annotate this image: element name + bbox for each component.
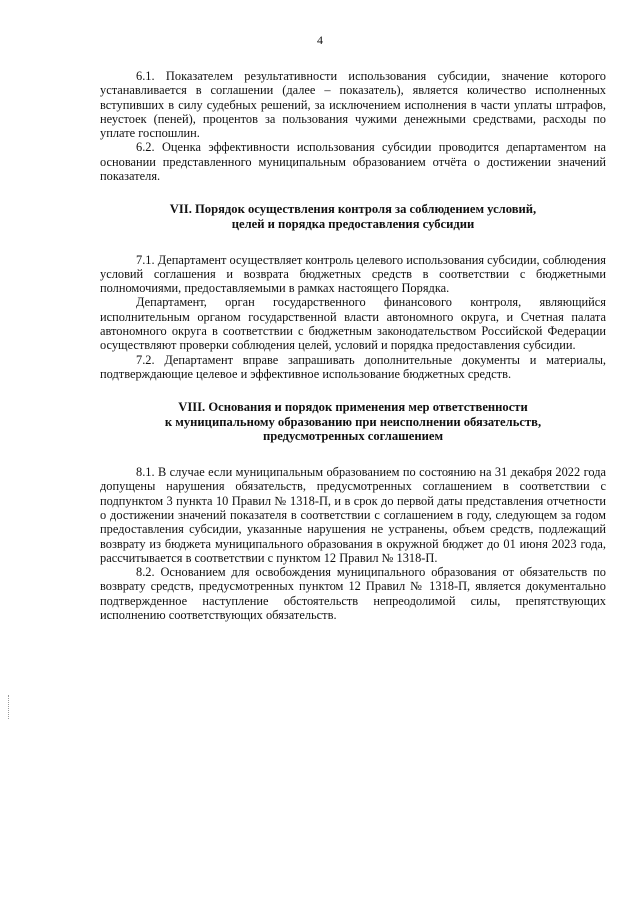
section-8-heading-line-1: VIII. Основания и порядок применения мер ответственности — [178, 400, 528, 415]
paragraph-7-1: 7.1. Департамент осуществляет контроль целевого использования субсидии, соблюдения условий соглашения и возврата бюджетных средств в соответствии с бюджетными полномочиями, предоставляемыми в рамках настоящего Порядка. — [100, 252, 606, 296]
page-number: 4 — [317, 33, 323, 47]
paragraph-7-2: 7.2. Департамент вправе запрашивать дополнительные документы и материалы, подтверждающие целевое и эффективное использование бюджетных средств. — [100, 352, 606, 381]
margin-mark — [8, 695, 10, 719]
section-7-heading-line-2: целей и порядка предоставления субсидии — [231, 216, 475, 231]
paragraph-8-1: 8.1. В случае если муниципальным образованием по состоянию на 31 декабря 2022 года допущены нарушения обязательств, предусмотренных соглашением в соответствии с подпунктом 3 пункта 10 Правил № 1318-П, и в срок до первой даты представления отчетности о достижении значений показателя в соответствии с соглашением в году, следующем за годом предоставления субсидии, указанные нарушения не устранены, объем средств, подлежащий возврату из бюджета муниципального образования в окружной бюджет до 01 июня 2023 года, рассчитывается в соответствии с пунктом 12 Правил № 1318-П. — [100, 465, 606, 565]
section-7-heading — [100, 202, 606, 231]
paragraph-6-1: 6.1. Показателем результативности использования субсидии, значение которого устанавливается в соглашении (далее – показатель), является количество исполненных вступивших в силу судебных решений, за исключением исполнения в части уплаты штрафов, неустоек (пеней), процентов за пользования чужими денежными средствами, расходы по уплате госпошлин. — [100, 69, 606, 141]
document-body — [100, 69, 606, 622]
paragraph-7-1-control-bodies: Департамент, орган государственного финансового контроля, являющийся исполнительным органом государственной власти автономного округа, и Счетная палата автономного округа в соответствии с бюджетным законодательством Российской Федерации осуществляют проверки соблюдения целей, условий и порядка предоставления субсидии. — [100, 295, 606, 353]
paragraph-6-2: 6.2. Оценка эффективности использования субсидии проводится департаментом на основании представленного муниципальным образованием отчёта о достижении значений показателя. — [100, 140, 606, 184]
section-7-heading-line-1: VII. Порядок осуществления контроля за соблюдением условий, — [169, 202, 537, 217]
section-8-heading — [100, 400, 606, 444]
section-8-heading-line-2: к муниципальному образованию при неисполнении обязательств, — [164, 414, 542, 429]
paragraph-8-2: 8.2. Основанием для освобождения муниципального образования от обязательств по возврату средств, предусмотренных пунктом 12 Правил № 1318-П, является документально подтвержденное наступление обстоятельств непреодолимой силы, препятствующих исполнению соответствующих обязательств. — [100, 565, 606, 622]
section-8-heading-line-3: предусмотренных соглашением — [262, 429, 444, 444]
